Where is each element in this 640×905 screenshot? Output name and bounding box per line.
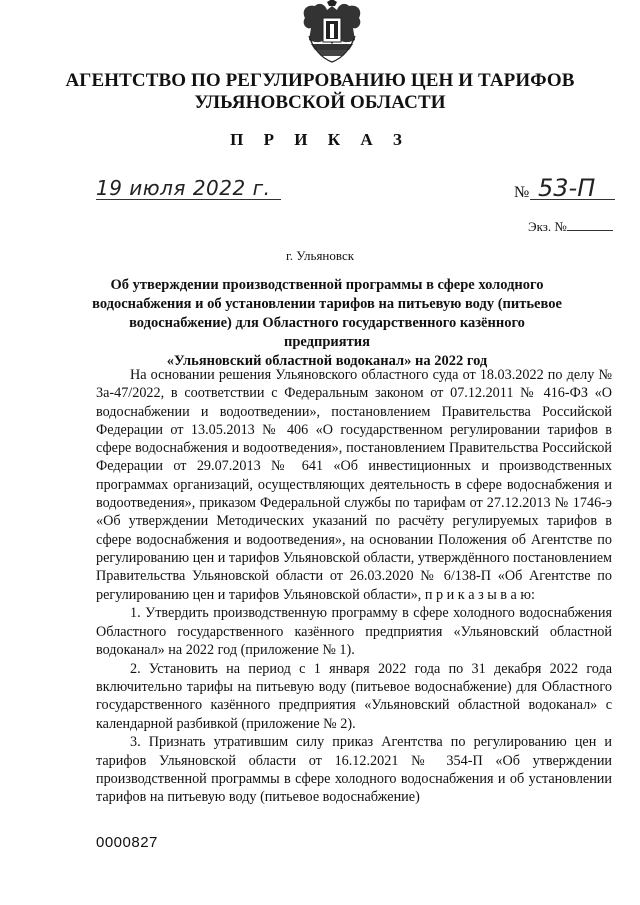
item-1-paragraph: 1. Утвердить производственную программу в сфере холодного водоснабжения Областного государственного казённого предприятия «Ульяновский областной водоканал» на 2022 год (приложение № 1). [96, 605, 612, 658]
item-2-paragraph: 2. Установить на период с 1 января 2022 года по 31 декабря 2022 года включительно тарифы на питьевую воду (питьевое водоснабжение) для Областного государственного казённого предприятия «Ульяновский областной водоканал» с календарной разбивкой (приложение № 2). [96, 660, 612, 732]
item-3-paragraph: 3. Признать утратившим силу приказ Агентства по регулированию цен и тарифов Ульяновской области от 16.12.2021 № 354-П «Об утверждении производственной программы в сфере холодного водоснабжения и об установлении тарифов на питьевую воду (питьевое водоснабжение) [96, 734, 612, 806]
document-type: П Р И К А З [230, 130, 410, 149]
title-line-4: «Ульяновский областной водоканал» на 2022 год [166, 353, 488, 369]
copy-blank [567, 220, 613, 231]
coat-of-arms-emblem [297, 0, 367, 64]
order-title [92, 276, 562, 371]
number-underline [530, 199, 615, 200]
agency-name [40, 70, 600, 114]
agency-line-1: АГЕНТСТВО ПО РЕГУЛИРОВАНИЮ ЦЕН И ТАРИФОВ [65, 70, 575, 91]
title-line-3: водоснабжение) для Областного государственного казённого предприятия [129, 315, 525, 350]
copy-number [528, 219, 613, 235]
title-line-2: водоснабжения и об установлении тарифов на питьевую воду (питьевое [92, 296, 562, 312]
title-line-1: Об утверждении производственной программы в сфере холодного [110, 277, 544, 293]
copy-label: Экз. № [528, 219, 567, 234]
order-body [96, 366, 612, 807]
number-symbol: № [514, 184, 530, 201]
order-date [96, 176, 286, 200]
preamble-paragraph: На основании решения Ульяновского областного суда от 18.03.2022 по делу № 3а-47/2022, в соответствии с Федеральным законом от 07.12.2011 № 416-ФЗ «О водоснабжении и водоотведении», постановлением Правительства Российской Федерации от 13.05.2013 № 406 «О государственном регулировании тарифов в сфере водоснабжения и водоотведения», постановлением Правительства Российской Федерации от 29.07.2013 № 641 «Об инвестиционных и производственных программах организаций, осуществляющих деятельность в сфере водоснабжения и водоотведения», приказом Федеральной службы по тарифам от 27.12.2013 № 1746-э «Об утверждении Методических указаний по расчёту регулируемых тарифов в сфере водоснабжения и водоотведения», на основании Положения об Агентстве по регулированию цен и тарифов Ульяновской области, утверждённого постановлением Правительства Ульяновской области от 26.03.2020 № 6/138-П «Об Агентстве по регулированию цен и тарифов Ульяновской области», п р и к а з ы в а ю: [96, 367, 612, 603]
order-date-handwritten: 19 июля 2022 г. [96, 176, 271, 200]
date-underline [96, 199, 281, 200]
order-number-handwritten: 53-П [538, 174, 596, 202]
serial-number: 0000827 [96, 834, 158, 851]
agency-line-2: УЛЬЯНОВСКОЙ ОБЛАСТИ [194, 92, 446, 113]
city: г. Ульяновск [285, 248, 355, 263]
